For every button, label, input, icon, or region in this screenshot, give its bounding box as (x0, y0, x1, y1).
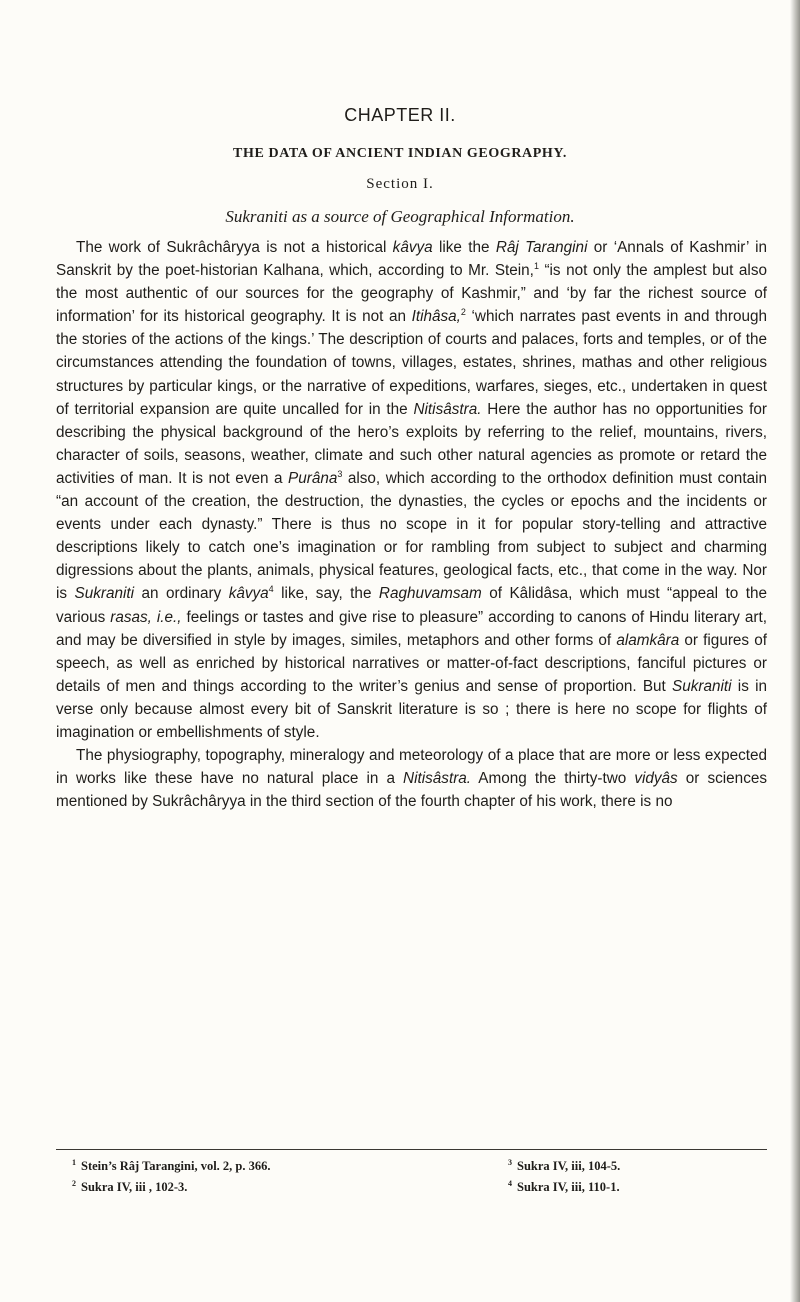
footnote-ref[interactable]: 2 (460, 307, 466, 318)
chapter-subtitle: THE DATA OF ANCIENT INDIAN GEOGRAPHY. (233, 146, 567, 161)
footnote: $^4$ Sukra IV, iii, 110-1. (508, 1179, 620, 1195)
footnote-column-right (508, 1154, 768, 1196)
footnote: $^2$ Sukra IV, iii , 102-3. (72, 1179, 188, 1195)
footnote-divider (56, 1149, 767, 1150)
chapter-heading: CHAPTER II. (344, 105, 456, 125)
section-title: Sukraniti as a source of Geographical Information. (225, 207, 575, 226)
section-heading: Section I. (366, 176, 434, 192)
paragraph: The physiography, topography, mineralogy and meteorology of a place that are more or less expected in works like these have no natural place in a Nitisâstra. Among the thirty-two vidyâs or sciences mentioned by Sukrâchâryya in the third section of the fourth chapter of his work, there is no (56, 747, 767, 811)
paragraph: The work of Sukrâchâryya is not a historical kâvya like the Râj Tarangini or ‘Annals of Kashmir’ in Sanskrit by the poet-historian Kalhana, which, according to Mr. Stein,$^1$ “is not only the amplest but also the most authentic of our sources for the geography of Kashmir,” and ‘by far the richest source of information’ for its historical geography. It is not an Itihâsa,$^2$ ‘which narrates past events in and through the stories of the actions of the kings.’ The description of courts and palaces, forts and temples, or of the circumstances attending the foundation of towns, villages, estates, shrines, mathas and other religious structures by particular kings, or the narrative of expeditions, warfares, sieges, etc., undertaken in quest of territorial expansion are quite uncalled for in the Nitisâstra. Here the author has no opportunities for describing the physical background of the hero’s exploits by referring to the relief, mountains, rivers, character of soils, seasons, weather, climate and such other natural agencies as promote or retard the activities of man. It is not even a Purâna$^3$ also, which according to the orthodox definition must contain “an account of the creation, the destruction, the dynasties, the cycles or epochs and the incidents or events under each dynasty.” There is thus no scope in it for popular story-telling and attractive descriptions likely to catch one’s imagination or for rambling from subject to subject and charming digressions about the plants, animals, physical features, geological facts, etc., that come in the way. Nor is Sukraniti an ordinary kâvya$^4$ like, say, the Raghuvamsam of Kâlidâsa, which must “appeal to the various rasas, i.e., feelings or tastes and give rise to pleasure” according to canons of Hindu literary art, and may be diversified in style by images, similes, metaphors and other forms of alamkâra or figures of speech, as well as enriched by historical narratives or matter-of-fact descriptions, fanciful pictures or details of men and things according to the writer’s genius and sense of proportion. But Sukraniti is in verse only because almost every bit of Sanskrit literature is so ; there is here no scope for flights of imagination or embellishments of style. (56, 239, 768, 741)
footnote-ref[interactable]: 3 (337, 468, 343, 479)
footnote-ref[interactable]: 4 (268, 584, 274, 595)
body-text (56, 236, 767, 813)
footnote-column-left (72, 1154, 402, 1196)
page-edge-shadow (790, 0, 800, 1302)
footnote: $^3$ Sukra IV, iii, 104-5. (508, 1158, 621, 1174)
footnote: $^1$ Stein’s Râj Tarangini, vol. 2, p. 366. (72, 1158, 271, 1174)
footnote-ref[interactable]: 1 (533, 261, 539, 271)
